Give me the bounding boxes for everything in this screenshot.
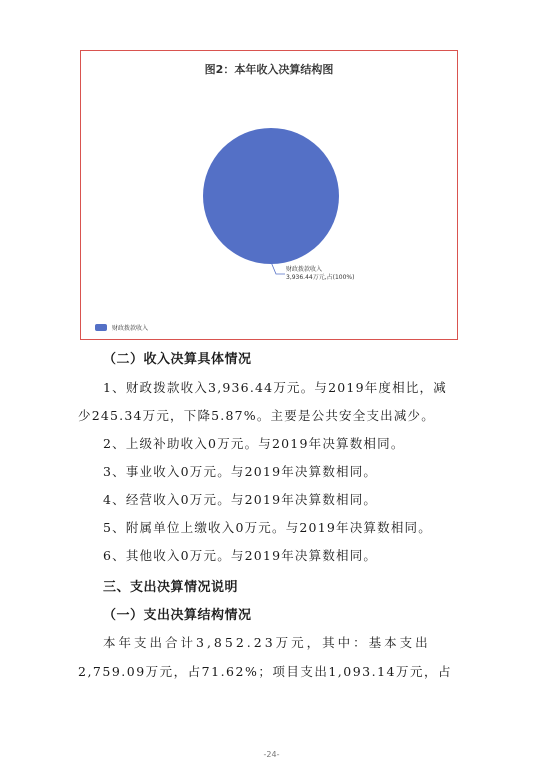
paragraph-4: 4、经营收入0万元。与2019年决算数相同。 (103, 492, 378, 507)
pie-slice-label-name: 财政拨款收入 (286, 266, 323, 273)
page-number: -24- (263, 750, 280, 759)
chart-legend (95, 323, 148, 332)
paragraph-3: 3、事业收入0万元。与2019年决算数相同。 (103, 464, 378, 479)
chart-container (80, 50, 458, 340)
paragraph-1-line-1: 1、财政拨款收入3,936.44万元。与2019年度相比，减 (103, 380, 447, 395)
pie-slice-0 (203, 128, 339, 264)
legend-swatch (95, 324, 107, 331)
paragraph-1-line-2: 少245.34万元，下降5.87%。主要是公共安全支出减少。 (78, 408, 435, 423)
paragraph-6: 6、其他收入0万元。与2019年决算数相同。 (103, 548, 378, 563)
chart-title: 图2：本年收入决算结构图 (204, 63, 334, 76)
pie-chart (81, 51, 459, 341)
legend-label: 财政拨款收入 (112, 325, 149, 332)
expense-paragraph-line-2: 2,759.09万元，占71.62%；项目支出1,093.14万元，占 (78, 664, 452, 679)
pie-slice-label-value: 3,936.44万元,占(100%) (286, 274, 355, 281)
income-detail-heading: （二）收入决算具体情况 (103, 352, 252, 367)
paragraph-5: 5、附属单位上缴收入0万元。与2019年决算数相同。 (103, 520, 432, 535)
paragraph-2: 2、上级补助收入0万元。与2019年决算数相同。 (103, 436, 405, 451)
expense-paragraph-line-1: 本年支出合计3,852.23万元，其中：基本支出 (103, 635, 431, 650)
pie-slice-label (286, 266, 354, 282)
expense-heading: 三、支出决算情况说明 (103, 580, 239, 595)
expense-structure-heading: （一）支出决算结构情况 (103, 608, 252, 623)
